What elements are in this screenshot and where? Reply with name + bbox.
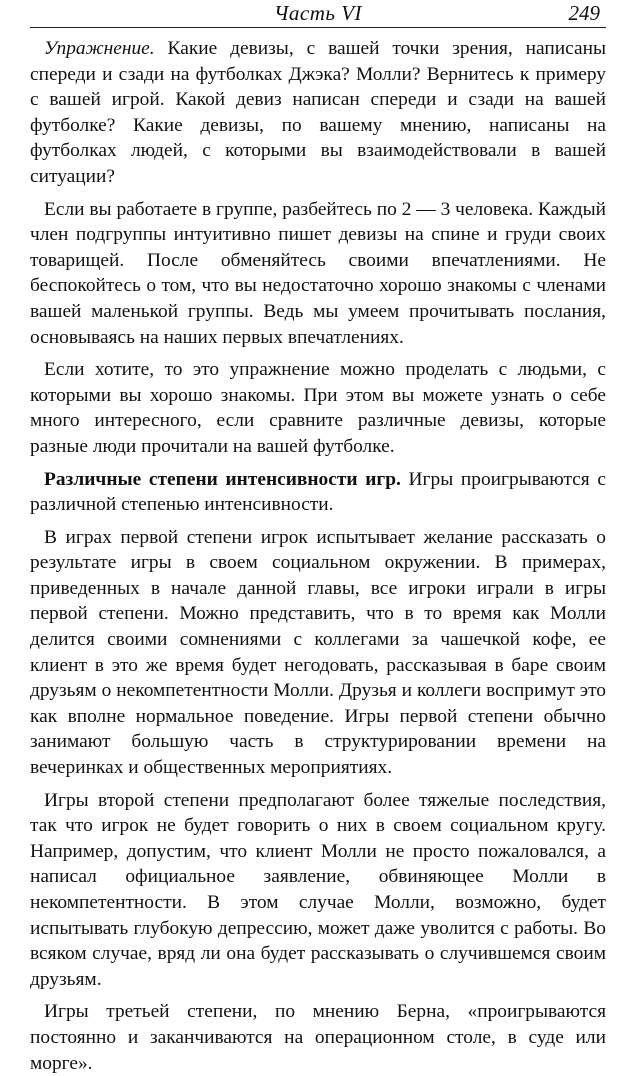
paragraph-exercise — [30, 36, 606, 190]
page-number: 249 — [568, 1, 600, 25]
paragraph-second-degree: Игры второй степени предполагают более тяжелые последствия, так что игрок не будет говорить о них в своем социальном кругу. Например, допустим, что клиент Молли не просто пожаловался, а написал официальное заявление, обвиняющее Молли в некомпетентности. В этом случае Молли, возможно, будет испытывать глубокую депрессию, может даже уволится с работы. Во всяком случае, вряд ли она будет рассказывать о случившемся своим друзьям. — [30, 789, 606, 990]
running-title: Часть VI — [273, 1, 363, 25]
exercise-text: Какие девизы, с вашей точки зрения, написаны спереди и сзади на футболках Джэка? Молли? Вернитесь к примеру с вашей игрой. Какой девиз написан спереди и сзади на вашей футболке? Какие девизы, по вашему мнению, написаны на футболках людей, с которыми вы взаимодействовали в вашей ситуации? — [30, 38, 606, 187]
paragraph-third-degree: Игры третьей степени, по мнению Берна, «проигрываются постоянно и заканчиваются на операционном столе, в суде или морге». — [30, 1001, 606, 1074]
exercise-label: Упражнение. — [44, 38, 155, 59]
paragraph-familiar-people: Если хотите, то это упражнение можно проделать с людьми, с которыми вы хорошо знакомы. При этом вы можете узнать о себе много интересного, если сравните различные девизы, которые разные люди прочитали на вашей футболке. — [30, 359, 606, 457]
paragraph-first-degree: В играх первой степени игрок испытывает желание рассказать о результате игры в своем социальном окружении. В примерах, приведенных в начале данной главы, все игроки играли в игры первой степени. Можно представить, что в то время как Молли делится своими сомнениями с коллегами за чашечкой кофе, ее клиент в это же время будет негодовать, рассказывая в баре своим друзьям о некомпетентности Молли. Друзья и коллеги воспримут это как вполне нормальное поведение. Игры первой степени обычно занимают большую часть в структурировании времени на вечеринках и общественных мероприятиях. — [30, 526, 606, 779]
running-header — [30, 0, 606, 28]
body-text — [30, 36, 606, 1076]
section-heading-text: Игры проигрываются с различной степенью интенсивности. — [30, 468, 607, 516]
paragraph-game-degrees — [30, 467, 606, 518]
paragraph-group-work: Если вы работаете в группе, разбейтесь по 2 — 3 человека. Каждый член подгруппы интуитивно пишет девизы на спине и груди своих товарищей. После обменяйтесь своими впечатлениями. Не беспокойтесь о том, что вы недостаточно хорошо знакомы с членами вашей маленькой группы. Ведь мы умеем прочитывать послания, основываясь на наших первых впечатлениях. — [30, 198, 606, 348]
section-heading: Различные степени интенсивности игр. — [44, 468, 401, 490]
